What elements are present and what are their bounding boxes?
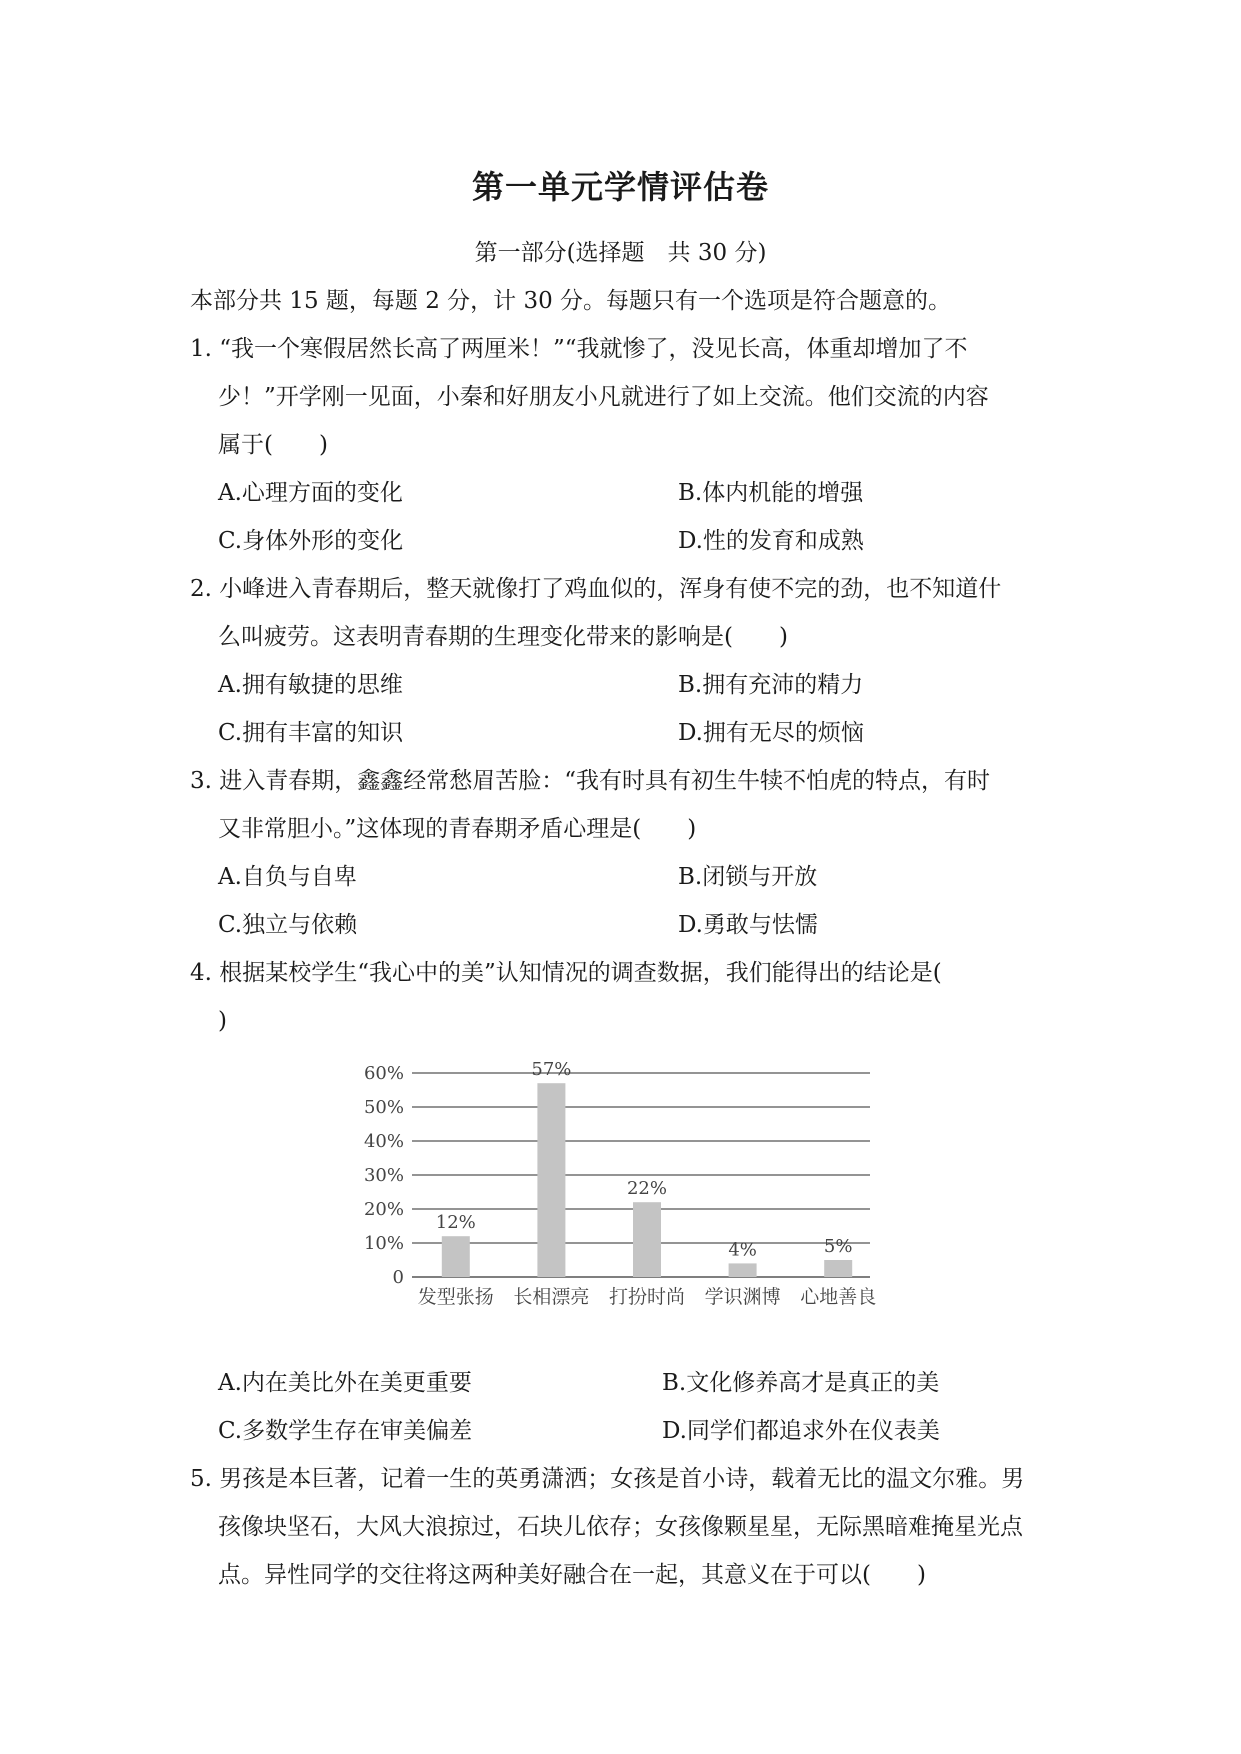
option-b: B.文化修养高才是真正的美 bbox=[662, 1370, 940, 1396]
bar-value-label: 57% bbox=[531, 1059, 572, 1081]
question-text-line: 1. “我一个寒假居然长高了两厘米！”“我就惨了，没见长高，体重却增加了不 bbox=[190, 336, 968, 362]
question-text-line: 2. 小峰进入青春期后，整天就像打了鸡血似的，浑身有使不完的劲，也不知道什 bbox=[190, 576, 1002, 602]
question-text-line: 5. 男孩是本巨著，记着一生的英勇潇洒；女孩是首小诗，载着无比的温文尔雅。男 bbox=[190, 1466, 1025, 1492]
bar bbox=[729, 1263, 757, 1277]
bar-value-label: 5% bbox=[823, 1236, 853, 1257]
y-tick-label: 10% bbox=[363, 1233, 404, 1254]
question-text-line: 孩像块坚石，大风大浪掠过，石块儿依存；女孩像颗星星，无际黑暗难掩星光点 bbox=[218, 1514, 1023, 1540]
question-text-line: 属于( ) bbox=[218, 432, 328, 458]
option-a: A.自负与自卑 bbox=[218, 864, 357, 890]
y-tick-label: 50% bbox=[363, 1097, 404, 1118]
option-d: D.性的发育和成熟 bbox=[678, 528, 864, 554]
question-text-line: 3. 进入青春期，鑫鑫经常愁眉苦脸：“我有时具有初生牛犊不怕虎的特点，有时 bbox=[190, 768, 991, 794]
option-a: A.拥有敏捷的思维 bbox=[218, 672, 403, 698]
x-category-label: 学识渊博 bbox=[704, 1286, 781, 1308]
option-d: D.同学们都追求外在仪表美 bbox=[662, 1418, 940, 1444]
bar bbox=[442, 1236, 470, 1277]
question-text-line: 少！”开学刚一见面，小秦和好朋友小凡就进行了如上交流。他们交流的内容 bbox=[218, 384, 989, 410]
question-text-line: 点。异性同学的交往将这两种美好融合在一起，其意义在于可以( ) bbox=[218, 1562, 926, 1588]
x-category-label: 长相漂亮 bbox=[513, 1286, 590, 1308]
question-text-line: 又非常胆小。”这体现的青春期矛盾心理是( ) bbox=[218, 816, 697, 842]
bar-value-label: 22% bbox=[626, 1178, 668, 1200]
option-c: C.拥有丰富的知识 bbox=[218, 720, 404, 746]
y-tick-label: 20% bbox=[363, 1199, 404, 1220]
option-a: A.内在美比外在美更重要 bbox=[218, 1370, 472, 1396]
y-tick-label: 30% bbox=[363, 1165, 404, 1186]
option-b: B.体内机能的增强 bbox=[678, 480, 864, 506]
survey-bar-chart bbox=[350, 1050, 890, 1340]
option-c: C.多数学生存在审美偏差 bbox=[218, 1418, 473, 1444]
part-instruction: 本部分共 15 题，每题 2 分，计 30 分。每题只有一个选项是符合题意的。 bbox=[190, 288, 952, 314]
option-c: C.独立与依赖 bbox=[218, 912, 358, 938]
y-tick-label: 40% bbox=[363, 1131, 404, 1152]
option-c: C.身体外形的变化 bbox=[218, 528, 404, 554]
question-text-line: 4. 根据某校学生“我心中的美”认知情况的调查数据，我们能得出的结论是( bbox=[190, 960, 942, 986]
part-heading: 第一部分(选择题 共 30 分) bbox=[474, 240, 767, 266]
bar bbox=[633, 1202, 661, 1277]
option-d: D.拥有无尽的烦恼 bbox=[678, 720, 864, 746]
page-title: 第一单元学情评估卷 bbox=[471, 168, 769, 206]
x-category-label: 发型张扬 bbox=[417, 1286, 494, 1308]
bar-value-label: 12% bbox=[435, 1212, 476, 1234]
option-a: A.心理方面的变化 bbox=[218, 480, 403, 506]
option-b: B.拥有充沛的精力 bbox=[678, 672, 864, 698]
question-text-line: ) bbox=[218, 1008, 227, 1034]
y-tick-label: 0 bbox=[392, 1267, 404, 1288]
bar bbox=[537, 1083, 565, 1277]
option-b: B.闭锁与开放 bbox=[678, 864, 818, 890]
x-category-label: 打扮时尚 bbox=[608, 1286, 686, 1308]
bar bbox=[824, 1260, 852, 1277]
x-category-label: 心地善良 bbox=[800, 1286, 877, 1308]
y-tick-label: 60% bbox=[363, 1063, 404, 1084]
bar-value-label: 4% bbox=[728, 1239, 757, 1261]
option-d: D.勇敢与怯懦 bbox=[678, 912, 818, 938]
question-text-line: 么叫疲劳。这表明青春期的生理变化带来的影响是( ) bbox=[218, 624, 788, 650]
